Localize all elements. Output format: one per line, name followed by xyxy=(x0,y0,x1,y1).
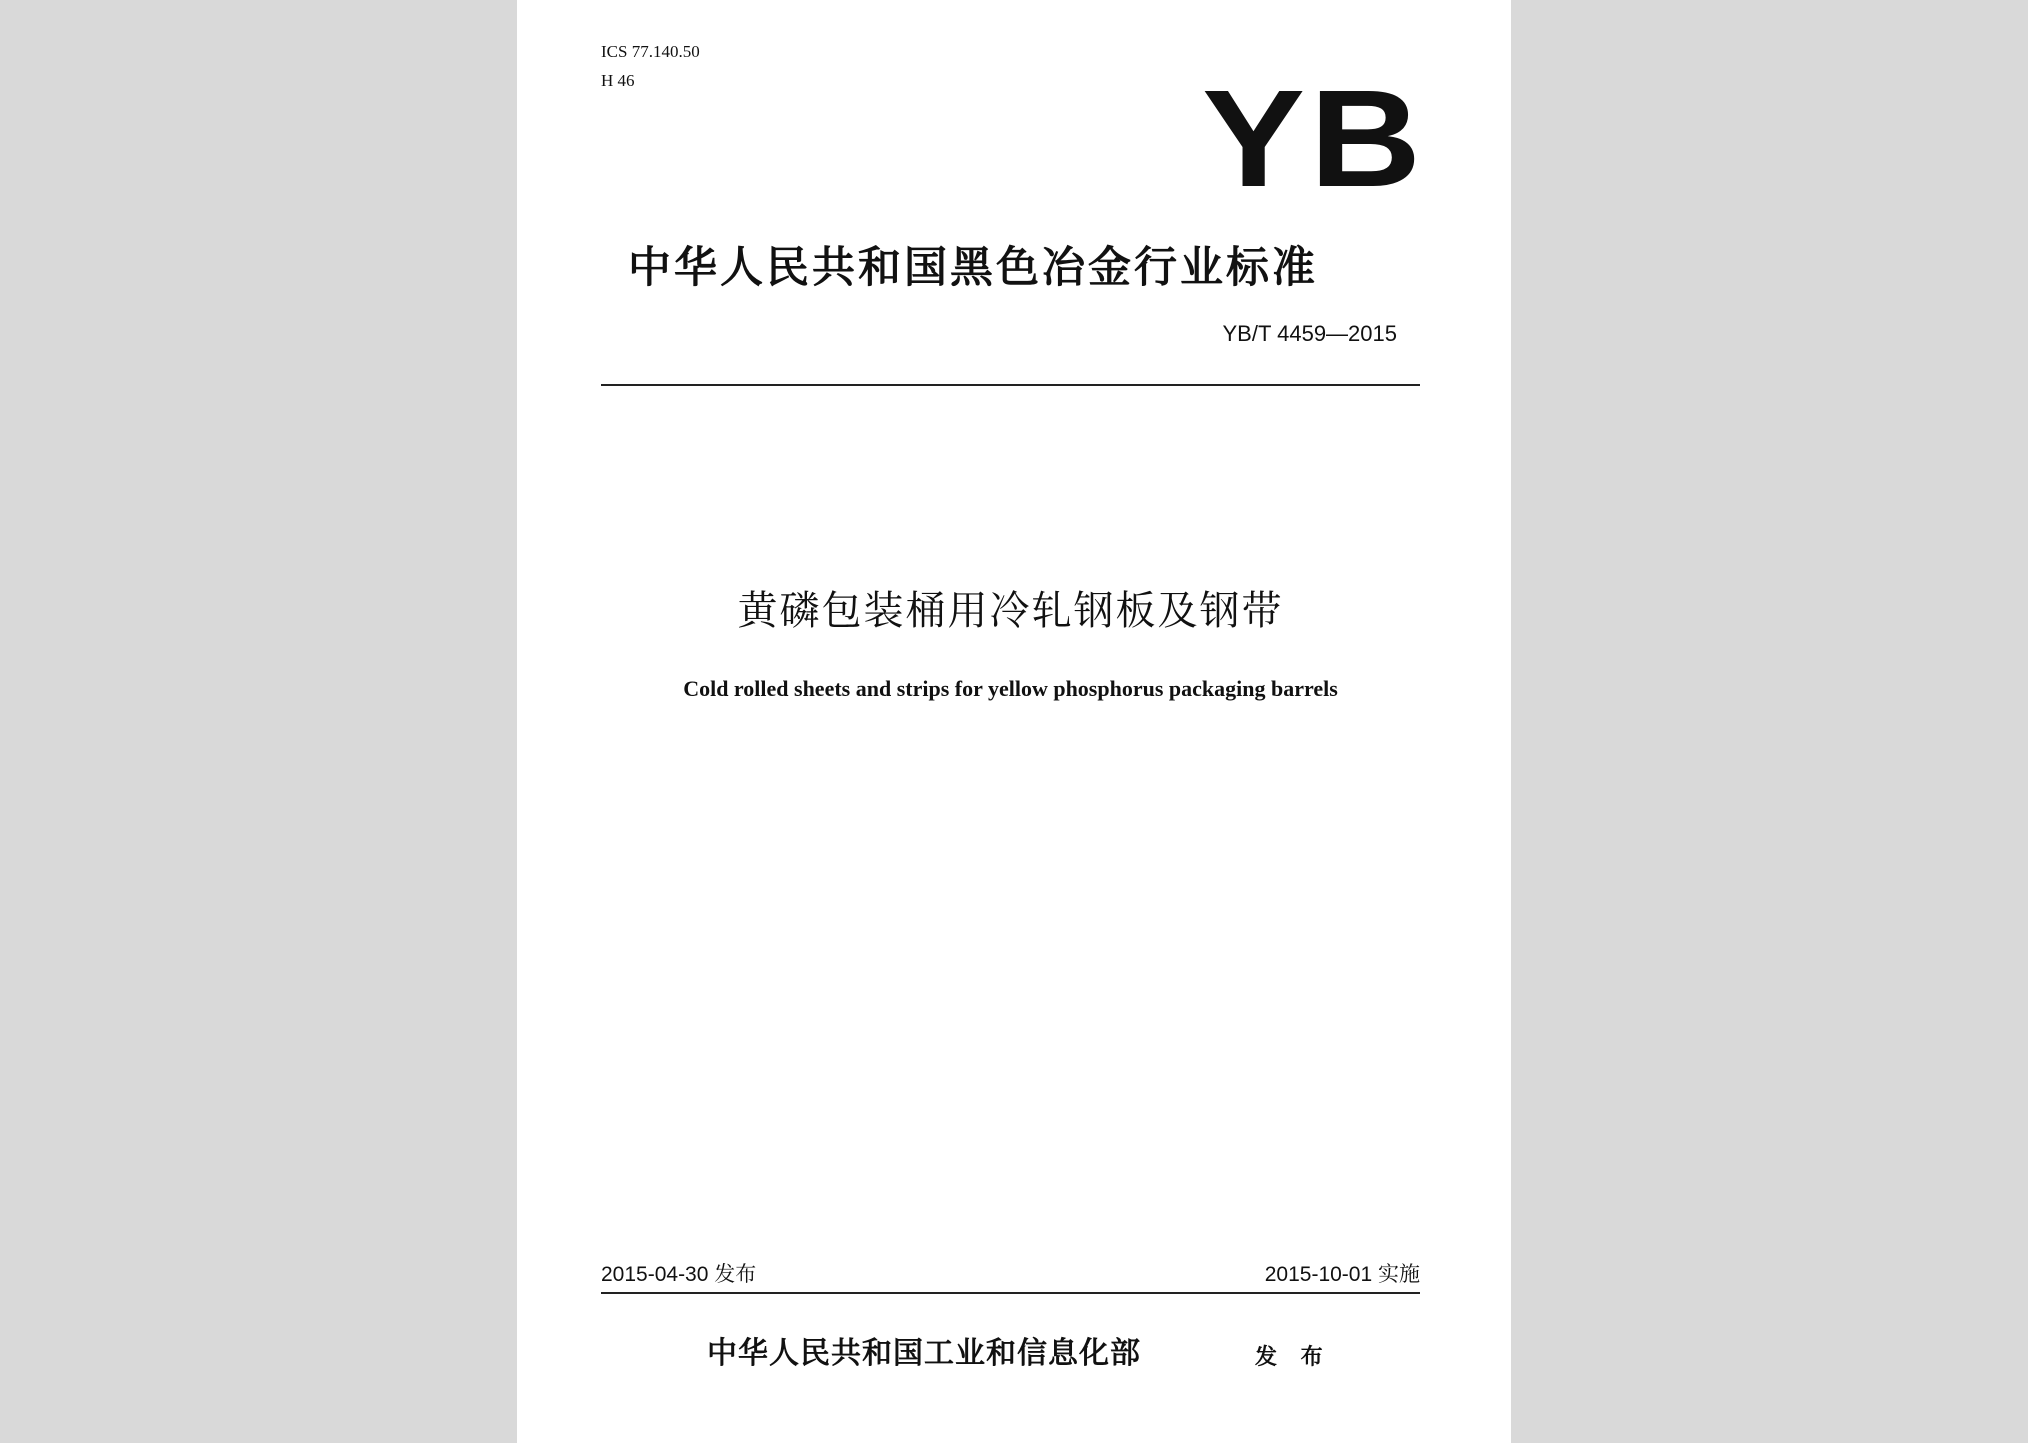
publisher-name: 中华人民共和国工业和信息化部 xyxy=(707,1336,1141,1371)
issue-date: 2015-04-30 发布 xyxy=(601,1263,757,1286)
implementation-date: 2015-10-01 实施 xyxy=(1264,1263,1420,1286)
standard-number: YB/T 4459—2015 xyxy=(1222,321,1397,346)
document-title-chinese: 黄磷包装桶用冷轧钢板及钢带 xyxy=(737,588,1284,634)
ics-code: ICS 77.140.50 xyxy=(601,42,700,61)
standard-title: 中华人民共和国黑色冶金行业标准 xyxy=(628,243,1318,293)
yb-logo: YB xyxy=(1202,62,1426,216)
document-title-english: Cold rolled sheets and strips for yellow phosphorus packaging barrels xyxy=(683,676,1338,701)
bottom-divider xyxy=(601,1292,1420,1294)
top-divider xyxy=(601,384,1420,386)
ccs-code: H 46 xyxy=(601,71,635,90)
publish-label: 发 布 xyxy=(1255,1344,1331,1370)
document-page xyxy=(517,0,1511,1443)
